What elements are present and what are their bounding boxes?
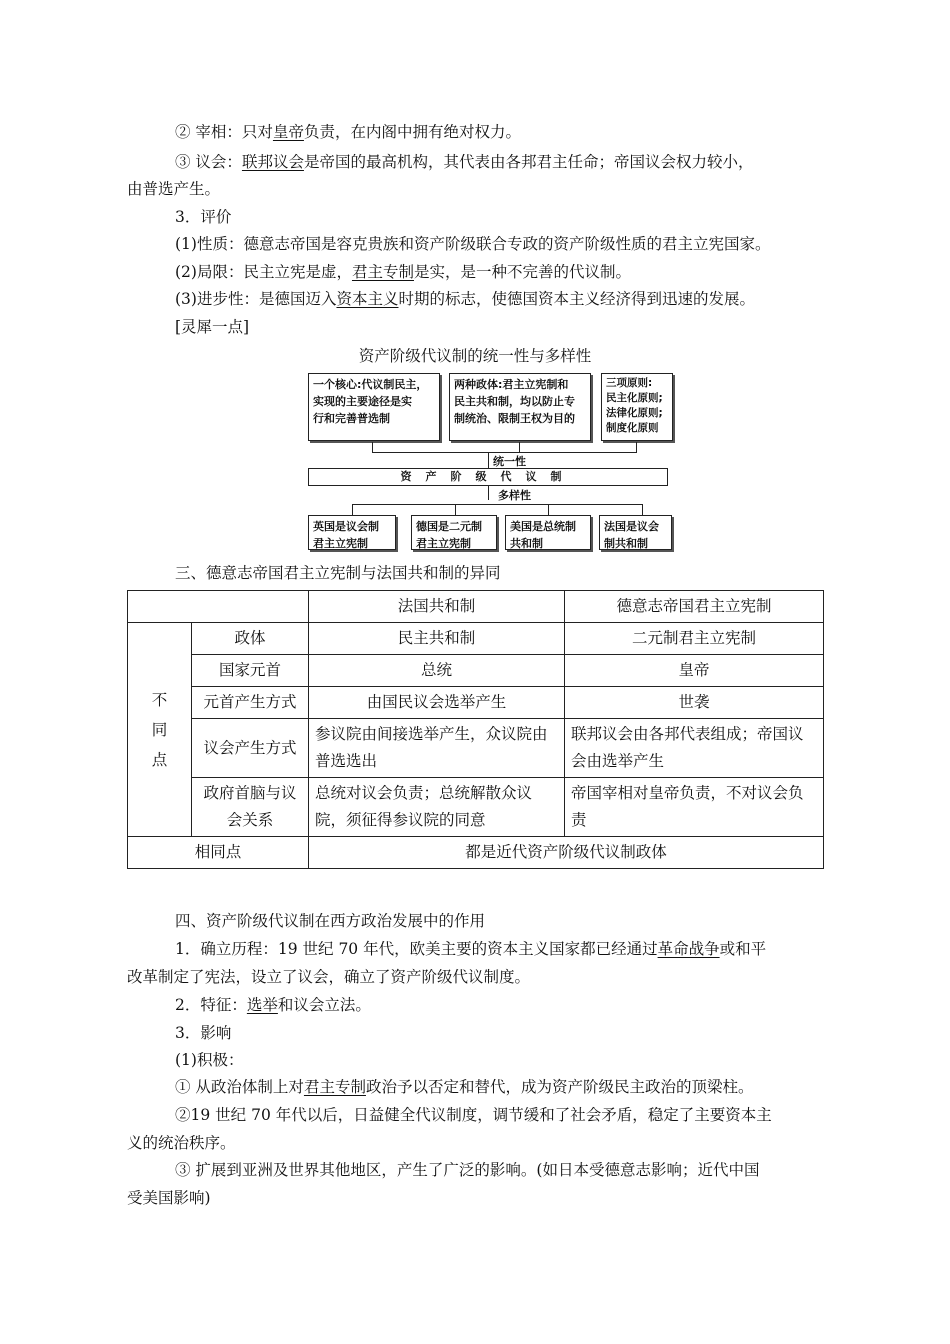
same-value: 都是近代资产阶级代议制政体 (309, 837, 824, 869)
parliament-line-cont: 由普选产生。 (127, 180, 221, 198)
establish-line: 1．确立历程：19 世纪 70 年代，欧美主要的资本主义国家都已经通过革命战争或和平 (175, 940, 767, 958)
table-header-row (128, 591, 824, 623)
diagram-connector (642, 504, 643, 515)
row-item: 国家元首 (192, 655, 309, 687)
row-france: 民主共和制 (309, 623, 565, 655)
section3-title: 三、德意志帝国君主立宪制与法国共和制的异同 (175, 564, 501, 582)
diagram-connector (372, 442, 373, 453)
diagram-box-germany: 德国是二元制 君主立宪制 (411, 515, 497, 550)
difference-group-label: 不 同 点 (128, 623, 192, 837)
row-germany: 世袭 (565, 687, 824, 719)
diagram-center-bar: 资产阶级代议制 (308, 468, 668, 486)
row-germany: 皇帝 (565, 655, 824, 687)
positive-item-2: ②19 世纪 70 年代以后，日益健全代议制度，调节缓和了社会矛盾，稳定了主要资本主 (175, 1106, 772, 1124)
positive-item-3-cont: 受美国影响) (127, 1189, 211, 1207)
diagram-connector (636, 442, 637, 453)
table-row-same (128, 837, 824, 869)
table-row (128, 623, 824, 655)
diagram-top-box-principles: 三项原则: 民主化原则; 法律化原则; 制度化原则 (601, 373, 673, 441)
table-row (128, 719, 824, 778)
diagram-top-box-core: 一个核心:代议制民主， 实现的主要途径是实 行和完善普选制 (308, 373, 440, 441)
row-france: 参议院由间接选举产生，众议院由普选选出 (309, 719, 565, 778)
positive-heading: (1)积极： (175, 1051, 244, 1069)
table-header-france: 法国共和制 (309, 591, 565, 623)
row-item: 元首产生方式 (192, 687, 309, 719)
diagram-connector (548, 504, 549, 515)
unity-label: 统一性 (493, 455, 526, 468)
row-france: 总统对议会负责；总统解散众议院，须征得参议院的同意 (309, 778, 565, 837)
chancellor-line: ② 宰相：只对皇帝负责，在内阁中拥有绝对权力。 (175, 123, 521, 141)
row-item: 议会产生方式 (192, 719, 309, 778)
diagram-top-box-polities: 两种政体:君主立宪制和 民主共和制，均以防止专 制统治、限制王权为目的 (449, 373, 591, 441)
diagram-connector-bottom (352, 504, 642, 505)
diagram-connector (519, 442, 520, 453)
evaluation-heading: 3．评价 (175, 208, 232, 226)
diagram-arrow-down (488, 486, 489, 500)
positive-item-2-cont: 义的统治秩序。 (127, 1134, 236, 1152)
diagram-connector (352, 504, 353, 515)
progress-line: (3)进步性：是德国迈入资本主义时期的标志，使德国资本主义经济得到迅速的发展。 (175, 290, 755, 308)
diagram-box-britain: 英国是议会制 君主立宪制 (308, 515, 396, 550)
feature-line: 2．特征：选举和议会立法。 (175, 996, 371, 1014)
table-row (128, 778, 824, 837)
row-germany: 联邦议会由各邦代表组成；帝国议会由选举产生 (565, 719, 824, 778)
diagram-box-usa: 美国是总统制 共和制 (505, 515, 591, 550)
same-label: 相同点 (128, 837, 309, 869)
diagram-box-france: 法国是议会 制共和制 (599, 515, 672, 550)
parliament-line: ③ 议会：联邦议会是帝国的最高机构，其代表由各邦君主任命；帝国议会权力较小， (175, 153, 754, 171)
table-row (128, 655, 824, 687)
table-row (128, 687, 824, 719)
diagram-arrow-up (488, 453, 489, 468)
diagram-connector (455, 504, 456, 515)
row-item: 政府首脑与议会关系 (192, 778, 309, 837)
row-germany: 二元制君主立宪制 (565, 623, 824, 655)
establish-line-cont: 改革制定了宪法，设立了议会，确立了资产阶级代议制度。 (127, 968, 531, 986)
table-header-empty (128, 591, 309, 623)
row-item: 政体 (192, 623, 309, 655)
section4-title: 四、资产阶级代议制在西方政治发展中的作用 (175, 912, 486, 930)
positive-item-3: ③ 扩展到亚洲及世界其他地区，产生了广泛的影响。(如日本受德意志影响；近代中国 (175, 1161, 760, 1179)
nature-line: (1)性质：德意志帝国是容克贵族和资产阶级联合专政的资产阶级性质的君主立宪国家。 (175, 235, 771, 253)
diagram-title: 资产阶级代议制的统一性与多样性 (358, 347, 592, 365)
diversity-label: 多样性 (498, 489, 531, 502)
comparison-table (127, 590, 824, 869)
table-header-germany: 德意志帝国君主立宪制 (565, 591, 824, 623)
row-france: 总统 (309, 655, 565, 687)
row-france: 由国民议会选举产生 (309, 687, 565, 719)
row-germany: 帝国宰相对皇帝负责，不对议会负责 (565, 778, 824, 837)
limitation-line: (2)局限：民主立宪是虚，君主专制是实，是一种不完善的代议制。 (175, 263, 631, 281)
positive-item-1: ① 从政治体制上对君主专制政治予以否定和替代，成为资产阶级民主政治的顶梁柱。 (175, 1078, 754, 1096)
insight-label: [灵犀一点] (175, 318, 250, 336)
influence-heading: 3．影响 (175, 1024, 232, 1042)
